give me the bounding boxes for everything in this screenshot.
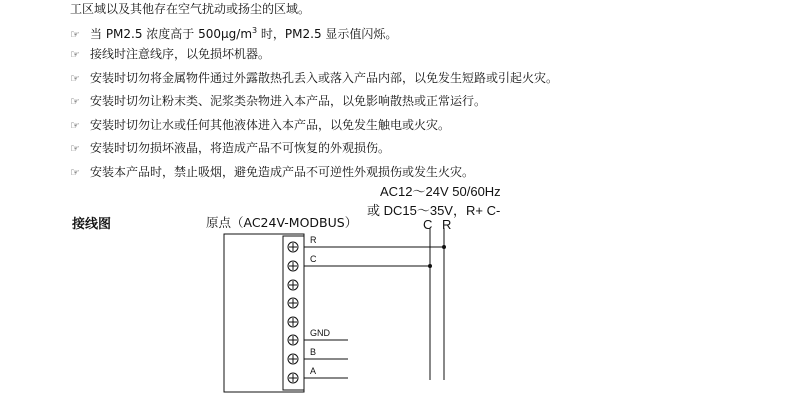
screw-terminal-icon xyxy=(288,354,298,364)
screw-terminal-icon xyxy=(288,261,298,271)
screw-terminal-icon xyxy=(288,335,298,345)
junction-r xyxy=(442,245,446,249)
pointing-hand-icon: ☞ xyxy=(70,72,80,85)
warning-text-main: 安装本产品时，禁止吸烟，避免造成产品不可逆性外观损伤或发生火灾。 xyxy=(90,165,475,179)
superscript: 3 xyxy=(252,26,258,35)
wiring-section-title: 接线图 xyxy=(72,217,112,232)
pointing-hand-icon: ☞ xyxy=(70,142,80,155)
warning-text-tail: 时，PM2.5 显示值闪烁。 xyxy=(257,27,398,41)
screw-terminal-icon xyxy=(288,280,298,290)
intro-line: 工区域以及其他存在空气扰动或扬尘的区域。 xyxy=(70,2,311,16)
screw-terminal-icon xyxy=(288,242,298,252)
warning-text-main: 安装时切勿损坏液晶，将造成产品不可恢复的外观损伤。 xyxy=(90,141,391,155)
pin-label: A xyxy=(310,366,317,376)
warning-text-main: 接线时注意线序，以免损坏机器。 xyxy=(90,47,271,61)
pointing-hand-icon: ☞ xyxy=(70,28,80,41)
pointing-hand-icon: ☞ xyxy=(70,119,80,132)
pointing-hand-icon: ☞ xyxy=(70,166,80,179)
power-terminal-labels: C R xyxy=(423,217,455,232)
device-label: 原点（AC24V-MODBUS） xyxy=(206,215,358,230)
warning-text-main: 安装时切勿让水或任何其他液体进入本产品，以免发生触电或火灾。 xyxy=(90,118,451,132)
pin-label: R xyxy=(310,235,317,245)
pin-label: B xyxy=(310,347,317,357)
terminal-block xyxy=(283,236,304,390)
warning-text-main: 安装时切勿让粉末类、泥浆类杂物进入本产品，以免影响散热或正常运行。 xyxy=(90,94,487,108)
screw-terminal-icon xyxy=(288,373,298,383)
warning-text-main: 当 PM2.5 浓度高于 500μg/m xyxy=(90,27,253,41)
screw-terminal-icon xyxy=(288,317,298,327)
pointing-hand-icon: ☞ xyxy=(70,95,80,108)
pin-label: C xyxy=(310,254,317,264)
junction-c xyxy=(428,264,432,268)
pin-label: GND xyxy=(310,328,330,338)
pointing-hand-icon: ☞ xyxy=(70,48,80,61)
power-spec-line1: AC12～24V 50/60Hz xyxy=(380,184,501,199)
power-spec-line2: 或 DC15～35V，R+ C- xyxy=(367,203,501,218)
screw-terminal-icon xyxy=(288,298,298,308)
warning-text-main: 安装时切勿将金属物件通过外露散热孔丢入或落入产品内部，以免发生短路或引起火灾。 xyxy=(90,71,559,85)
